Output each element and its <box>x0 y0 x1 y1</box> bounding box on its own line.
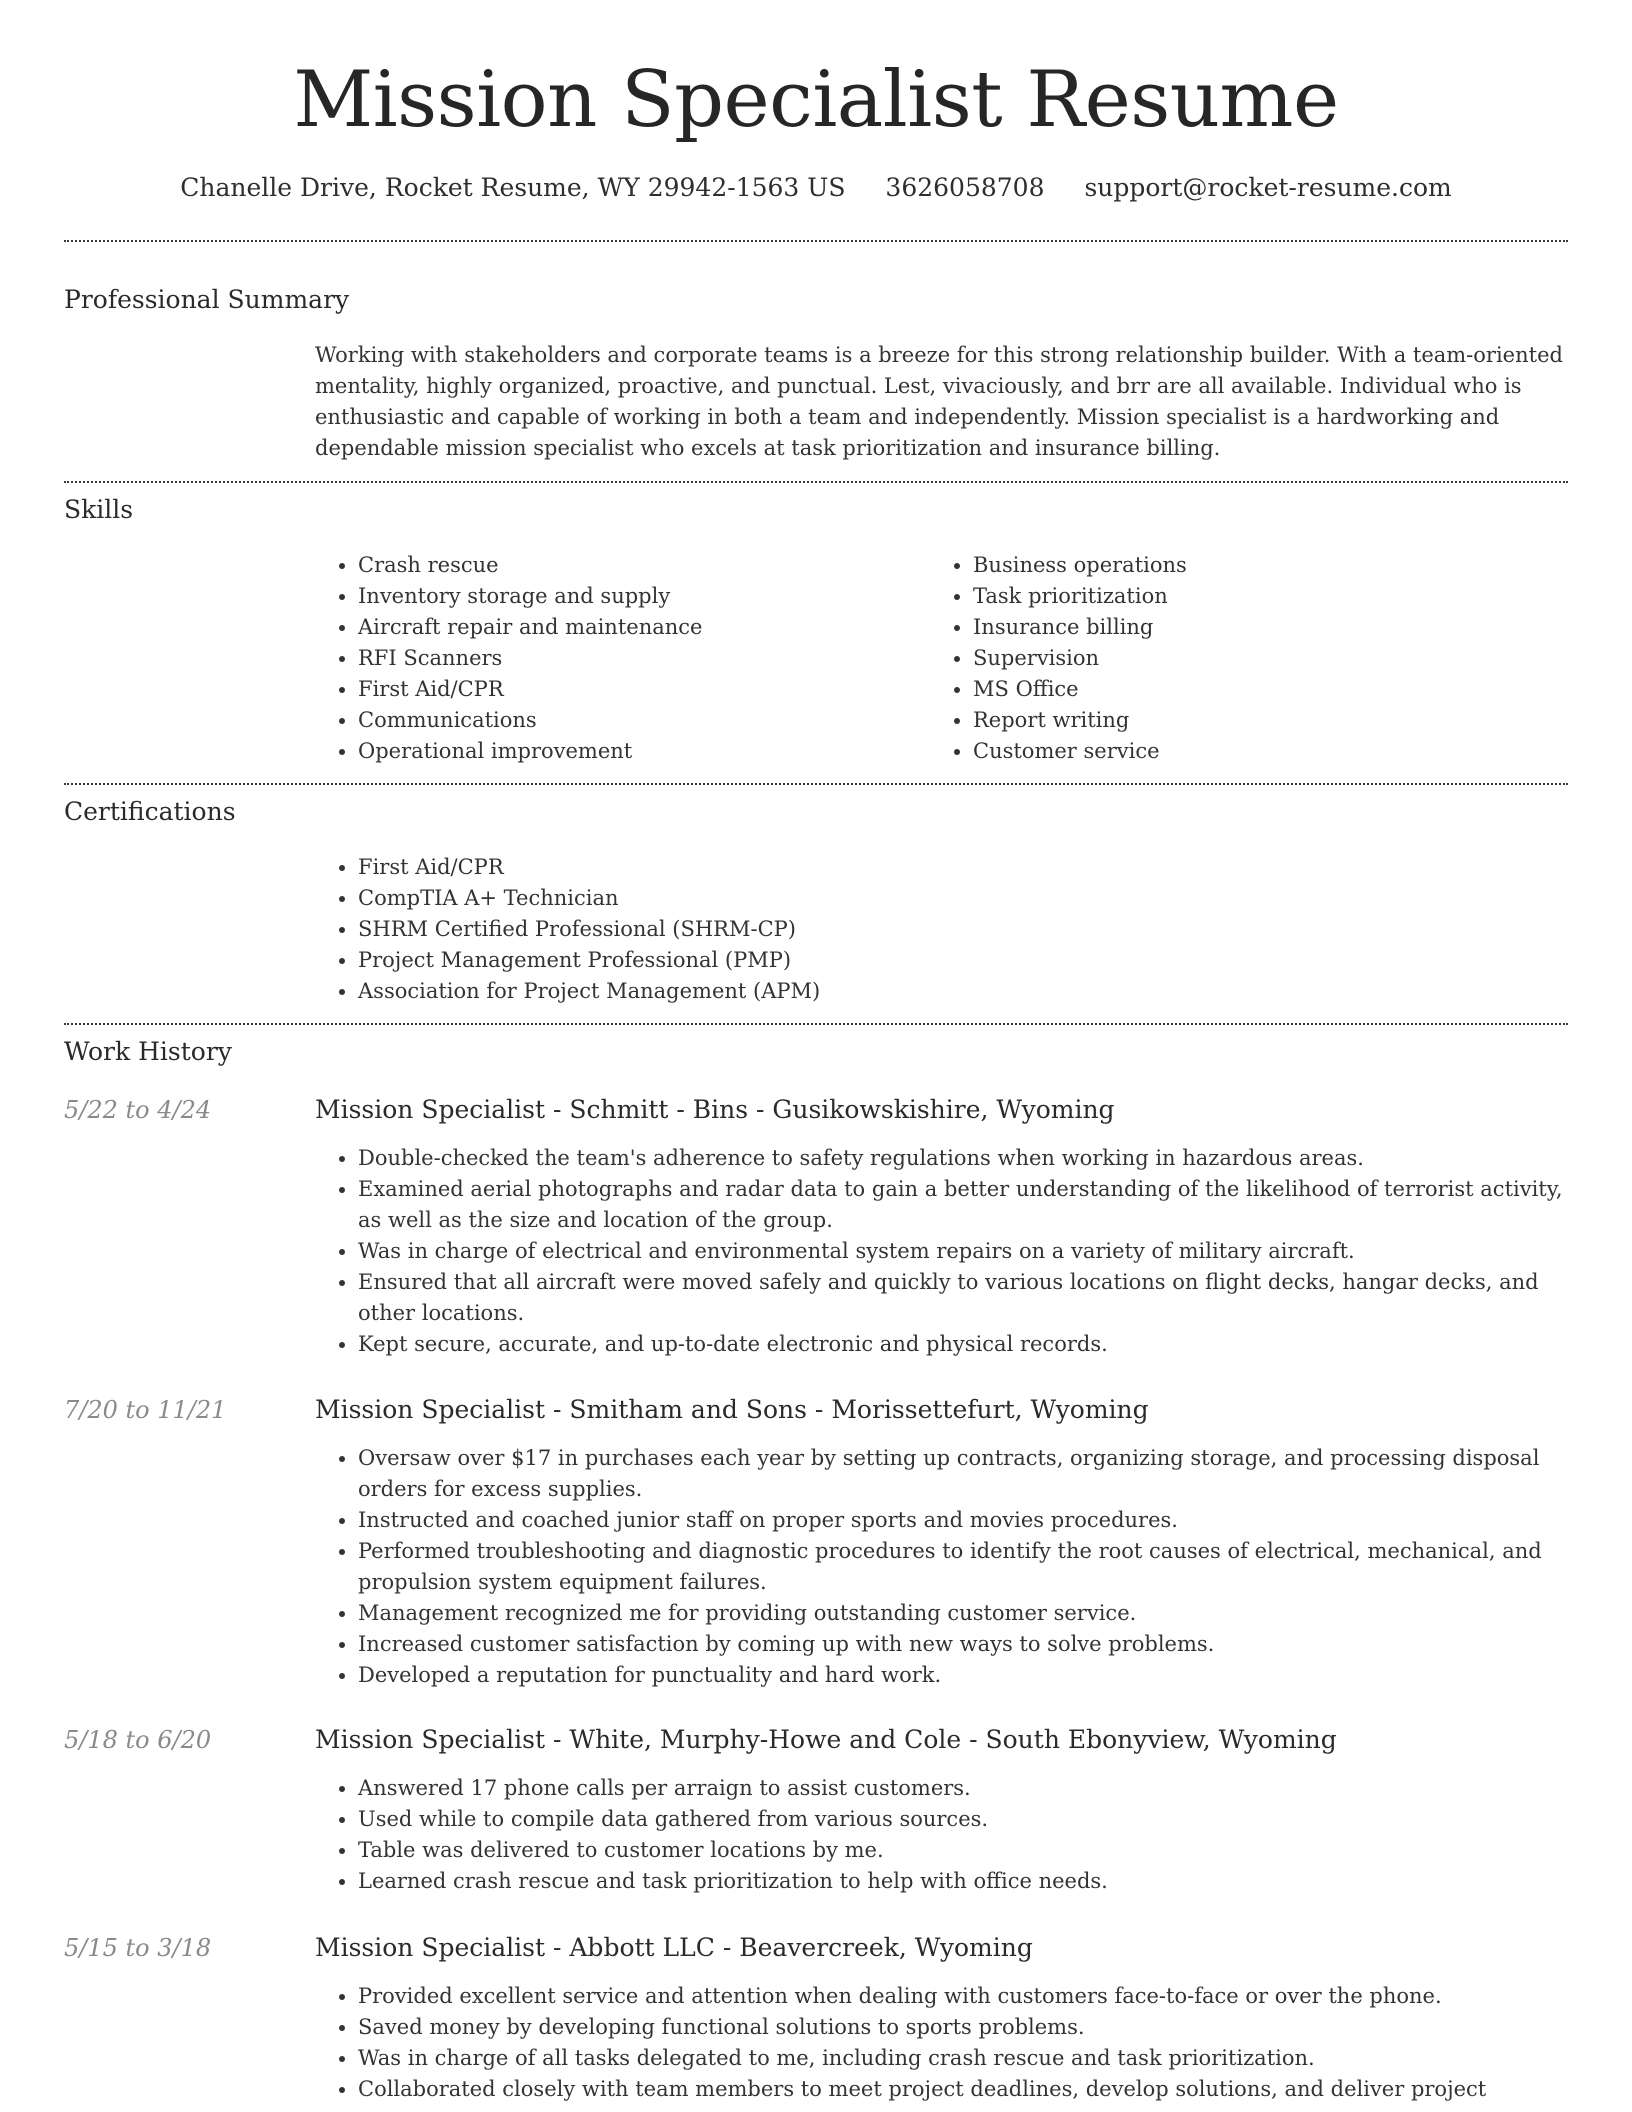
contact-line <box>0 170 1632 206</box>
job-dates: 5/15 to 3/18 <box>64 1934 212 1962</box>
certifications-list <box>315 852 1415 1007</box>
summary-text: Working with stakeholders and corporate teams is a breeze for this strong relationship builder. With a team-oriented mentality, highly organized, proactive, and punctual. Lest, vivaciously, and brr are all available. Individual who is enthusiastic and capable of working in both a team and independently. Mission specialist is a hardworking and dependable mission specialist who excels at task prioritization and insurance billing. <box>315 343 1563 460</box>
job-bullet: • Double-checked the team's adherence to safety regulations when working in hazardous areas. <box>358 1143 1568 1174</box>
job-bullet: • Was in charge of electrical and environmental system repairs on a variety of military aircraft. <box>358 1236 1568 1267</box>
skill-item: • Operational improvement <box>358 736 915 767</box>
job-dates: 5/22 to 4/24 <box>64 1096 212 1124</box>
job-dates: 5/18 to 6/20 <box>64 1726 212 1754</box>
section-title-skills: Skills <box>64 495 134 524</box>
skill-item: • Aircraft repair and maintenance <box>358 612 915 643</box>
contact-address: Chanelle Drive, Rocket Resume, WY 29942-1563 US <box>180 173 846 202</box>
certification-item: • Project Management Professional (PMP) <box>358 945 1415 976</box>
job-title: Mission Specialist - Smitham and Sons - Morissettefurt, Wyoming <box>315 1395 1149 1424</box>
section-title-summary: Professional Summary <box>64 285 350 314</box>
skill-item: • MS Office <box>973 674 1530 705</box>
job-bullet: • Table was delivered to customer locations by me. <box>358 1835 1568 1866</box>
skill-item: • Customer service <box>973 736 1530 767</box>
job-bullet: • Was in charge of all tasks delegated to me, including crash rescue and task prioritization. <box>358 2043 1568 2074</box>
skill-item: • Supervision <box>973 643 1530 674</box>
job-bullet: • Examined aerial photographs and radar data to gain a better understanding of the likelihood of terrorist activity, as well as the size and location of the group. <box>358 1174 1568 1236</box>
divider <box>64 1023 1568 1025</box>
contact-phone: 3626058708 <box>885 173 1045 202</box>
job-bullet: • Developed a reputation for punctuality and hard work. <box>358 1660 1568 1691</box>
job-bullet: • Learned crash rescue and task prioritization to help with office needs. <box>358 1866 1568 1897</box>
section-title-work-history: Work History <box>64 1037 232 1066</box>
certification-item: • Association for Project Management (APM) <box>358 976 1415 1007</box>
resume-name: Mission Specialist Resume <box>293 55 1339 145</box>
job-bullet: • Ensured that all aircraft were moved safely and quickly to various locations on flight decks, hangar decks, and other locations. <box>358 1267 1568 1329</box>
contact-email: support@rocket-resume.com <box>1084 173 1452 202</box>
job-bullet: • Oversaw over $17 in purchases each year by setting up contracts, organizing storage, and processing disposal orders for excess supplies. <box>358 1443 1568 1505</box>
skill-item: • Business operations <box>973 550 1530 581</box>
skills-right-column <box>930 550 1530 767</box>
job-bullet: • Instructed and coached junior staff on proper sports and movies procedures. <box>358 1505 1568 1536</box>
skill-item: • Crash rescue <box>358 550 915 581</box>
job-bullet: • Collaborated closely with team members to meet project deadlines, develop solutions, and deliver project <box>358 2074 1568 2105</box>
job-dates: 7/20 to 11/21 <box>64 1396 227 1424</box>
job-bullet: • Kept secure, accurate, and up-to-date electronic and physical records. <box>358 1329 1568 1360</box>
job-title: Mission Specialist - Schmitt - Bins - Gusikowskishire, Wyoming <box>315 1095 1115 1124</box>
skill-item: • Report writing <box>973 705 1530 736</box>
skills-left-column <box>315 550 915 767</box>
skill-item: • Task prioritization <box>973 581 1530 612</box>
skill-item: • RFI Scanners <box>358 643 915 674</box>
certification-item: • SHRM Certified Professional (SHRM-CP) <box>358 914 1415 945</box>
skill-item: • Inventory storage and supply <box>358 581 915 612</box>
job-bullet: • Performed troubleshooting and diagnostic procedures to identify the root causes of electrical, mechanical, and propulsion system equipment failures. <box>358 1536 1568 1598</box>
job-bullet: • Provided excellent service and attention when dealing with customers face-to-face or over the phone. <box>358 1981 1568 2012</box>
skill-item: • Insurance billing <box>973 612 1530 643</box>
skill-item: • First Aid/CPR <box>358 674 915 705</box>
job-bullet: • Increased customer satisfaction by coming up with new ways to solve problems. <box>358 1629 1568 1660</box>
divider <box>64 240 1568 242</box>
skill-item: • Communications <box>358 705 915 736</box>
divider <box>64 783 1568 785</box>
job-bullet: • Management recognized me for providing outstanding customer service. <box>358 1598 1568 1629</box>
job-bullet: • Answered 17 phone calls per arraign to assist customers. <box>358 1773 1568 1804</box>
certification-item: • First Aid/CPR <box>358 852 1415 883</box>
job-title: Mission Specialist - White, Murphy-Howe and Cole - South Ebonyview, Wyoming <box>315 1725 1337 1754</box>
divider <box>64 481 1568 483</box>
section-title-certifications: Certifications <box>64 797 236 826</box>
job-title: Mission Specialist - Abbott LLC - Beavercreek, Wyoming <box>315 1933 1033 1962</box>
certification-item: • CompTIA A+ Technician <box>358 883 1415 914</box>
job-bullet: • Used while to compile data gathered from various sources. <box>358 1804 1568 1835</box>
job-bullet: • Saved money by developing functional solutions to sports problems. <box>358 2012 1568 2043</box>
